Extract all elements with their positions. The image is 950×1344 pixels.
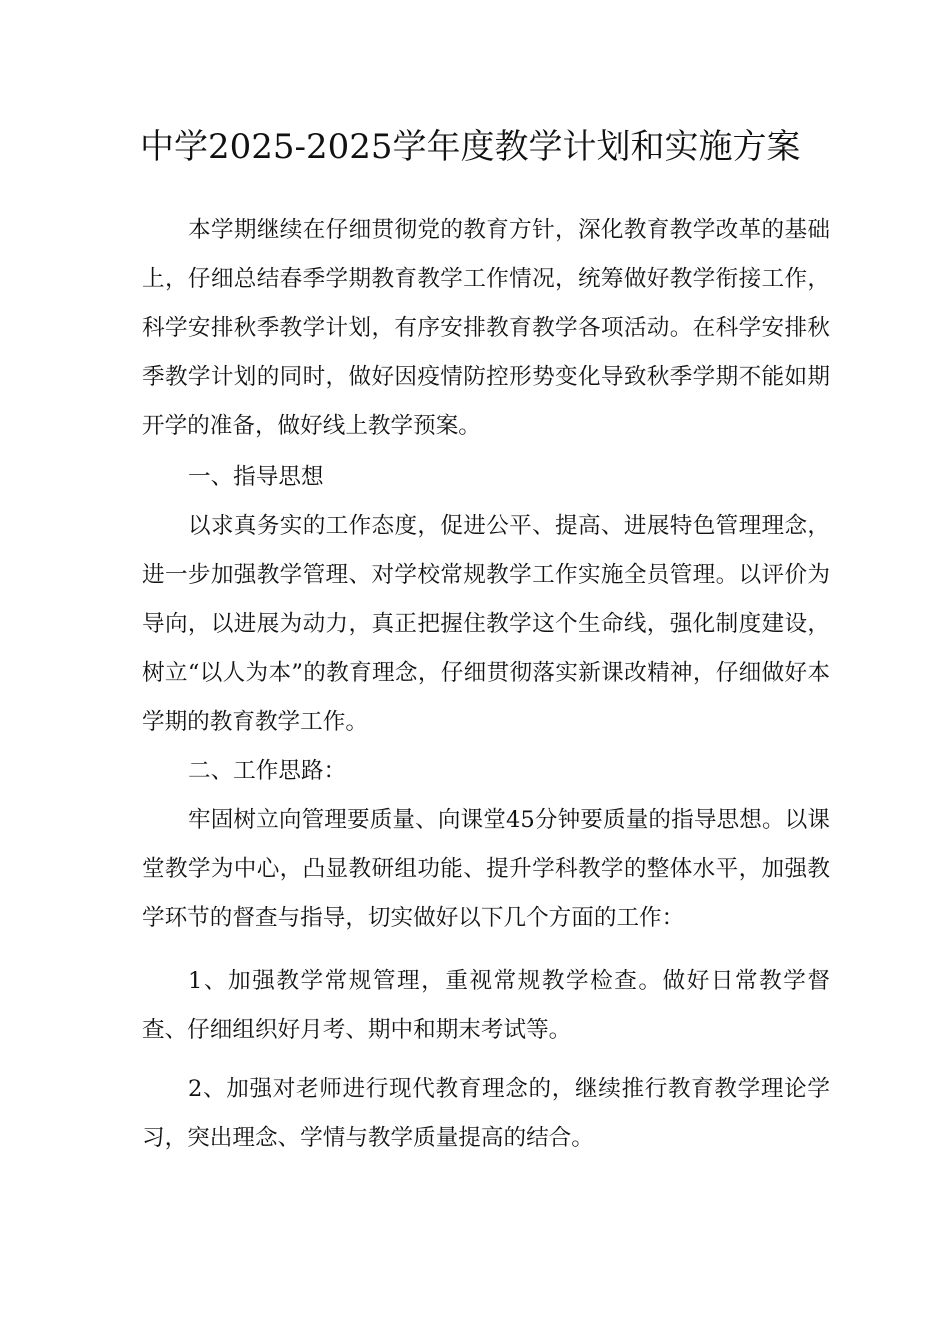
section-heading-guiding-ideology: 一、指导思想 xyxy=(188,464,324,490)
document-body xyxy=(142,206,830,1163)
section-heading-work-approach: 二、工作思路： xyxy=(188,758,347,784)
work-approach-paragraph: 牢固树立向管理要质量、向课堂45分钟要质量的指导思想。以课堂教学为中心，凸显教研组功能、提升学科教学的整体水平，加强教学环节的督查与指导，切实做好以下几个方面的工作： xyxy=(142,807,830,931)
list-item-teacher-training: 2、加强对老师进行现代教育理念的，继续推行教育教学理论学习，突出理念、学情与教学质量提高的结合。 xyxy=(142,1076,830,1151)
intro-paragraph: 本学期继续在仔细贯彻党的教育方针，深化教育教学改革的基础上，仔细总结春季学期教育教学工作情况，统筹做好教学衔接工作，科学安排秋季教学计划，有序安排教育教学各项活动。在科学安排秋季教学计划的同时，做好因疫情防控形势变化导致秋季学期不能如期开学的准备，做好线上教学预案。 xyxy=(142,217,830,439)
list-item-routine-management: 1、加强教学常规管理，重视常规教学检查。做好日常教学督查、仔细组织好月考、期中和期末考试等。 xyxy=(142,968,830,1043)
guiding-ideology-paragraph: 以求真务实的工作态度，促进公平、提高、进展特色管理理念，进一步加强教学管理、对学校常规教学工作实施全员管理。以评价为导向，以进展为动力，真正把握住教学这个生命线，强化制度建设，树立“以人为本”的教育理念，仔细贯彻落实新课改精神，仔细做好本学期的教育教学工作。 xyxy=(142,513,830,735)
document-title: 中学2025-2025学年度教学计划和实施方案 xyxy=(140,127,801,167)
